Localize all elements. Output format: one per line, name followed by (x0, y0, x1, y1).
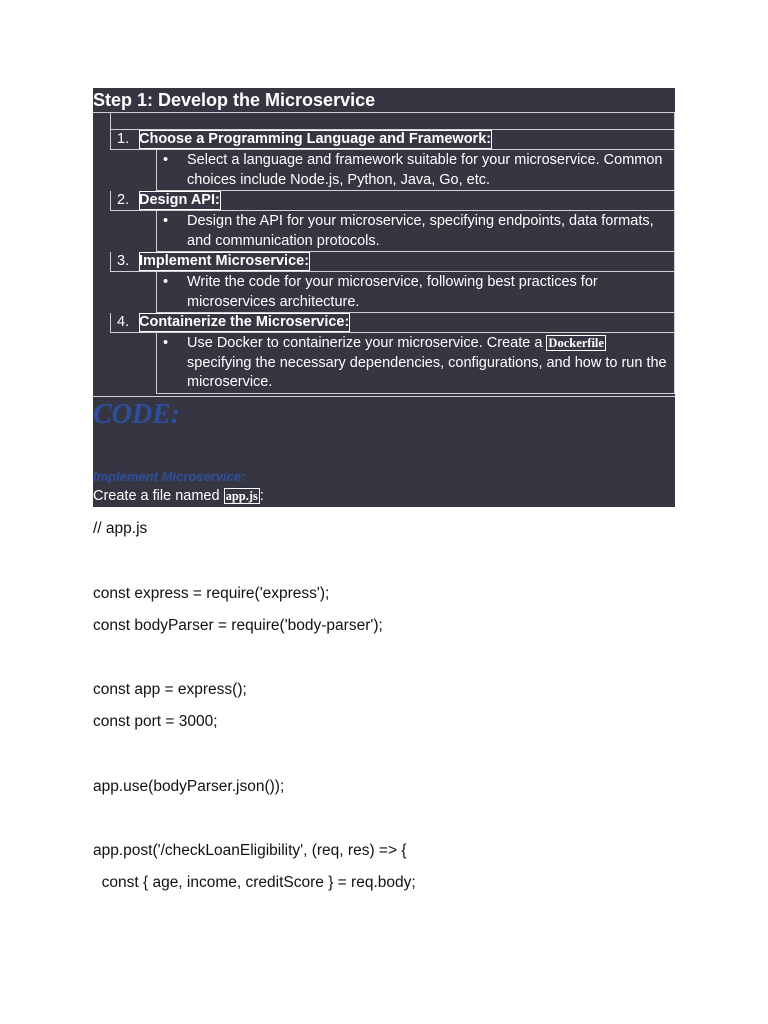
step-heading: Step 1: Develop the Microservice (93, 88, 675, 113)
bullet-text-after: specifying the necessary dependencies, configurations, and how to run the microservice. (187, 354, 667, 390)
item-number: 4. (117, 314, 130, 330)
create-prefix: Create a file named (93, 487, 224, 504)
create-suffix: : (259, 487, 264, 504)
bullet-icon: • (163, 213, 169, 229)
bullet-text: Select a language and framework suitable for your microservice. Common choices include Node.js, Python, Java, Go, etc. (187, 152, 663, 188)
bullet-text: Write the code for your microservice, following best practices for microservices architecture. (187, 274, 598, 310)
app-js-code: app.js (225, 488, 258, 503)
list-item (110, 313, 675, 333)
code-line: app.post('/checkLoanEligibility', (req, res) => { (93, 842, 407, 859)
item-number: 1. (117, 131, 130, 147)
list-item-bullet (156, 272, 675, 313)
item-title: Choose a Programming Language and Framework: (139, 131, 492, 147)
bullet-icon: • (163, 152, 169, 168)
list-item-bullet (156, 211, 675, 252)
bullet-text: Design the API for your microservice, specifying endpoints, data formats, and communication protocols. (187, 213, 654, 249)
bullet-text-before: Use Docker to containerize your microservice. Create a (187, 335, 547, 351)
list-item (110, 252, 675, 272)
list-item-bullet (156, 150, 675, 191)
item-title: Implement Microservice: (139, 253, 310, 269)
bullet-icon: • (163, 335, 169, 351)
bullet-icon: • (163, 274, 169, 290)
code-line: const { age, income, creditScore } = req.body; (93, 874, 416, 891)
dockerfile-code: Dockerfile (548, 336, 604, 350)
item-title: Design API: (139, 192, 220, 208)
code-line: const port = 3000; (93, 713, 218, 730)
code-subheading: Implement Microservice: (93, 468, 246, 484)
item-number: 2. (117, 192, 130, 208)
code-title: CODE: (93, 398, 181, 430)
list-item-bullet (156, 333, 675, 394)
code-line: // app.js (93, 520, 148, 537)
code-line: const app = express(); (93, 681, 247, 698)
code-line: const bodyParser = require('body-parser'); (93, 617, 383, 634)
table-spacer-row (110, 113, 675, 130)
list-item (110, 191, 675, 211)
code-line: app.use(bodyParser.json()); (93, 778, 285, 795)
dark-content-block (93, 88, 675, 507)
code-section (93, 397, 675, 507)
item-title: Containerize the Microservice: (139, 314, 350, 330)
item-number: 3. (117, 253, 130, 269)
create-file-line (93, 488, 264, 504)
code-line: const express = require('express'); (93, 585, 330, 602)
list-item (110, 130, 675, 150)
